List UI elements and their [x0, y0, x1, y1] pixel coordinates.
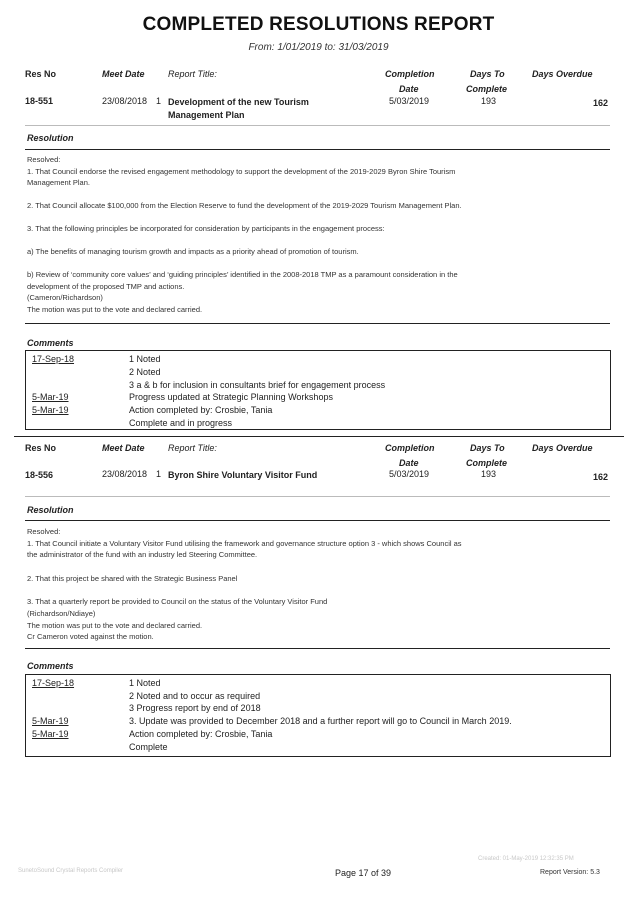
resolution-label: Resolution	[27, 133, 74, 143]
resolution-line	[27, 212, 462, 224]
comments-label: Comments	[27, 661, 74, 671]
comment-text: Progress updated at Strategic Planning Workshops	[129, 392, 333, 402]
resolution-line: a) The benefits of managing tourism growth and impacts as a priority ahead of promotion of tourism.	[27, 247, 359, 256]
resolution-line: 3. That the following principles be incorporated for consideration by participants in the engagement process:	[27, 224, 385, 233]
comment-text: 1 Noted	[129, 354, 161, 364]
resolution-line: the administrator of the fund with an industry led Steering Committee.	[27, 550, 258, 560]
col-header-date: Date	[399, 84, 419, 94]
resolution-line	[27, 189, 462, 201]
completion-date: 5/03/2019	[389, 96, 430, 106]
resolution-text	[27, 526, 462, 643]
meet-date: 23/08/2018	[102, 469, 148, 479]
report-date-range: From: 1/01/2019 to: 31/03/2019	[248, 42, 389, 53]
divider	[25, 520, 610, 521]
report-title-line: Development of the new Tourism	[168, 97, 309, 107]
comments-label: Comments	[27, 338, 74, 348]
divider	[25, 323, 610, 324]
comment-text: 3 a & b for inclusion in consultants brief for engagement process	[129, 380, 386, 390]
comment-date: 5-Mar-19	[32, 392, 69, 402]
resolution-text	[27, 154, 462, 315]
comment-date: 5-Mar-19	[32, 729, 69, 739]
page-number: Page 17 of 39	[335, 868, 392, 878]
comment-date: 5-Mar-19	[32, 405, 69, 415]
meet-date: 23/08/2018	[102, 96, 148, 106]
resolution-line	[27, 585, 462, 597]
col-header-days-overdue: Days Overdue	[532, 443, 593, 453]
comment-date: 17-Sep-18	[32, 678, 75, 688]
comment-text: Action completed by: Crosbie, Tania	[129, 405, 273, 415]
report-title-line: Byron Shire Voluntary Visitor Fund	[168, 470, 318, 480]
comment-text: 2 Noted and to occur as required	[129, 691, 261, 701]
comment-text: Complete and in progress	[129, 418, 233, 428]
comment-text: Complete	[129, 742, 168, 752]
days-overdue: 162	[593, 472, 609, 482]
col-header-date: Date	[399, 458, 419, 468]
res-no: 18-556	[25, 470, 54, 480]
resolution-line: 3. That a quarterly report be provided to Council on the status of the Voluntary Visitor Fund	[27, 597, 328, 607]
col-header-meet-date: Meet Date	[102, 443, 145, 453]
comment-date: 5-Mar-19	[32, 716, 69, 726]
col-header-days-to: Days To	[470, 443, 505, 453]
col-header-complete: Complete	[466, 84, 508, 94]
days-overdue: 162	[593, 98, 609, 108]
comment-text: 1 Noted	[129, 678, 161, 688]
resolution-line: The motion was put to the vote and declared carried.	[27, 304, 203, 314]
divider	[14, 436, 624, 437]
divider	[25, 149, 610, 150]
col-header-completion: Completion	[385, 443, 435, 453]
col-header-meet-date: Meet Date	[102, 69, 145, 79]
report-version: Report Version: 5.3	[540, 869, 600, 876]
col-header-days-to: Days To	[470, 69, 505, 79]
col-header-res-no: Res No	[25, 69, 57, 79]
resolution-line: The motion was put to the vote and declared carried.	[27, 620, 203, 630]
created-stamp: Created: 01-May-2019 12:32:35 PM	[478, 856, 574, 862]
footer-left-note: SunetoSound Crystal Reports Compiler	[18, 868, 124, 874]
resolution-line: Resolved:	[27, 155, 61, 164]
divider	[25, 496, 610, 497]
col-header-completion: Completion	[385, 69, 435, 79]
col-header-days-overdue: Days Overdue	[532, 69, 593, 79]
comment-date: 17-Sep-18	[32, 354, 75, 364]
comment-text: 2 Noted	[129, 367, 161, 377]
report-title: COMPLETED RESOLUTIONS REPORT	[142, 14, 495, 35]
resolution-line: 1. That Council initiate a Voluntary Visitor Fund utilising the framework and governance structure option 3 - which shows Council as	[27, 538, 462, 548]
resolution-line: Management Plan.	[27, 178, 90, 187]
resolution-line: b) Review of ‘community core values’ and ‘guiding principles’ identified in the 2008-2018 TMP as a paramount consideration in the	[27, 270, 458, 279]
comment-text: Action completed by: Crosbie, Tania	[129, 729, 273, 739]
item-no: 1	[156, 469, 162, 479]
days-to-complete: 193	[481, 469, 497, 479]
resolution-line: 2. That Council allocate $100,000 from the Election Reserve to fund the development of the 2019-2029 Tourism Management Plan.	[27, 201, 462, 210]
comment-text: 3. Update was provided to December 2018 and a further report will go to Council in March 2019.	[129, 716, 512, 726]
resolution-line: 1. That Council endorse the revised engagement methodology to support the development of the 2019-2029 Byron Shire Tourism	[27, 166, 456, 176]
days-to-complete: 193	[481, 96, 497, 106]
comment-text: 3 Progress report by end of 2018	[129, 703, 261, 713]
res-no: 18-551	[25, 96, 54, 106]
completion-date: 5/03/2019	[389, 469, 430, 479]
col-header-report-title: Report Title:	[168, 69, 217, 79]
divider	[25, 125, 610, 126]
resolution-line: (Cameron/Richardson)	[27, 293, 103, 302]
resolution-line	[27, 561, 462, 573]
resolution-line: 2. That this project be shared with the Strategic Business Panel	[27, 573, 238, 583]
resolution-line: (Richardson/Ndiaye)	[27, 608, 96, 618]
resolution-line: Cr Cameron voted against the motion.	[27, 632, 154, 642]
resolution-line: Resolved:	[27, 527, 61, 536]
resolution-label: Resolution	[27, 505, 74, 515]
col-header-complete: Complete	[466, 458, 508, 468]
resolution-line: development of the proposed TMP and actions.	[27, 281, 185, 291]
comments-box	[25, 350, 611, 430]
resolution-line	[27, 258, 462, 270]
col-header-res-no: Res No	[25, 443, 57, 453]
col-header-report-title: Report Title:	[168, 443, 217, 453]
item-no: 1	[156, 96, 162, 106]
report-title-line: Management Plan	[168, 110, 245, 120]
resolution-line	[27, 235, 462, 247]
divider	[25, 648, 610, 649]
